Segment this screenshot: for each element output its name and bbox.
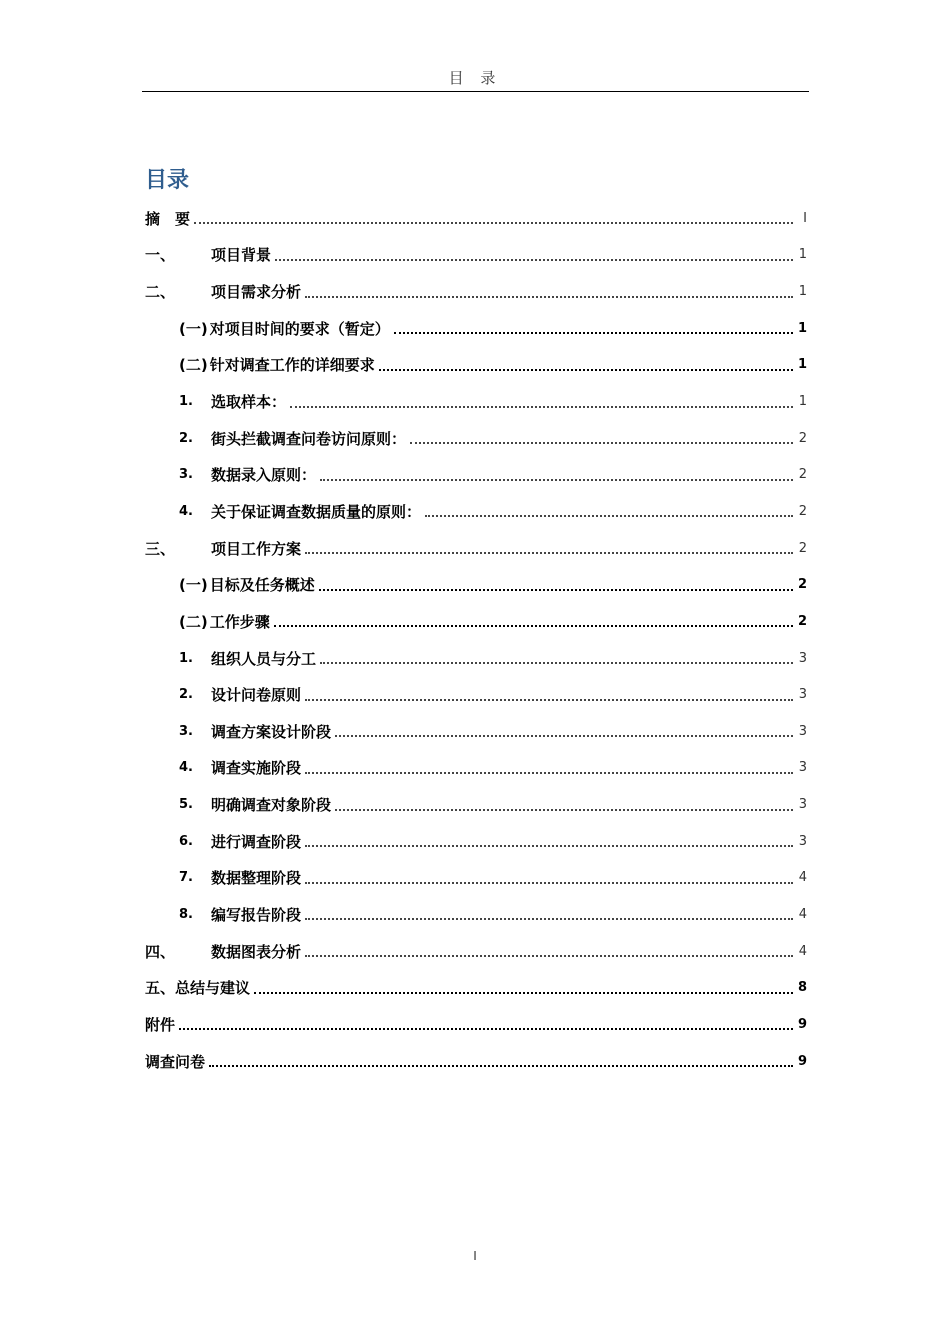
toc-entry-page: 4 (798, 906, 807, 922)
page-header: 目 录 (448, 69, 502, 87)
toc-dot-leader (305, 845, 793, 847)
toc-dot-leader (305, 772, 793, 774)
toc-entry-number: 1. (179, 650, 193, 666)
toc-entry-page: 8 (797, 980, 807, 996)
toc-entry-number: 四、 (145, 942, 176, 961)
toc-entry-page: 2 (798, 540, 807, 556)
toc-entry-page: 3 (798, 723, 807, 739)
toc-entry-page: 3 (798, 650, 807, 666)
toc-entry-number: 二、 (145, 283, 176, 302)
toc-dot-leader (290, 406, 793, 408)
toc-dot-leader (379, 369, 793, 371)
toc-entry[interactable] (145, 603, 807, 640)
toc-entry[interactable] (145, 383, 807, 420)
toc-entry-page: 3 (798, 760, 807, 776)
toc-entry-title: 设计问卷原则 (211, 686, 302, 705)
toc-entry-page: 2 (798, 430, 807, 446)
toc-dot-leader (305, 699, 793, 701)
toc-entry-page: 1 (798, 247, 807, 263)
toc-entry-page: 4 (798, 870, 807, 886)
toc-dot-leader (320, 479, 793, 481)
toc-dot-leader (335, 809, 793, 811)
toc-dot-leader (425, 515, 793, 517)
toc-entry[interactable] (145, 347, 807, 384)
toc-entry-number: 7. (179, 870, 193, 886)
toc-entry-number: 6. (179, 833, 193, 849)
toc-entry-page: 3 (798, 797, 807, 813)
toc-entry-number: 2. (179, 430, 193, 446)
toc-entry[interactable] (145, 237, 807, 274)
toc-list (145, 200, 807, 1079)
toc-entry[interactable] (145, 566, 807, 603)
toc-entry-number: (二) (179, 612, 208, 631)
toc-entry-number: 三、 (145, 539, 176, 558)
page-number: I (473, 1249, 477, 1263)
toc-entry-title: 项目工作方案 (211, 539, 302, 558)
toc-entry-number: (二) (179, 356, 208, 375)
toc-entry-number: 3. (179, 723, 193, 739)
toc-entry-title: 目标及任务概述 (209, 576, 315, 595)
toc-entry-title: 明确调查对象阶段 (211, 796, 332, 815)
toc-entry[interactable] (145, 310, 807, 347)
toc-entry-page: 2 (798, 503, 807, 519)
toc-entry-title: 编写报告阶段 (211, 905, 302, 924)
toc-entry-title: 街头拦截调查问卷访问原则： (211, 429, 407, 448)
toc-dot-leader (194, 222, 793, 224)
toc-entry[interactable] (145, 969, 807, 1006)
toc-title: 目录 (145, 168, 190, 193)
toc-dot-leader (305, 882, 793, 884)
toc-entry[interactable] (145, 530, 807, 567)
toc-entry-title: 调查方案设计阶段 (211, 722, 332, 741)
toc-dot-leader (305, 918, 793, 920)
toc-entry-number: 3. (179, 467, 193, 483)
toc-dot-leader (179, 1028, 793, 1030)
toc-dot-leader (335, 735, 793, 737)
toc-dot-leader (209, 1065, 793, 1067)
toc-entry[interactable] (145, 640, 807, 677)
toc-entry[interactable] (145, 273, 807, 310)
toc-dot-leader (319, 589, 793, 591)
toc-entry-page: 1 (798, 284, 807, 300)
header-divider (142, 91, 809, 92)
toc-entry[interactable] (145, 1043, 807, 1080)
toc-entry-page: 2 (797, 613, 807, 629)
toc-entry[interactable] (145, 456, 807, 493)
toc-entry-page: 2 (797, 577, 807, 593)
toc-entry[interactable] (145, 896, 807, 933)
toc-entry-page: 1 (797, 357, 807, 373)
toc-entry-title: 调查问卷 (145, 1052, 206, 1071)
toc-entry-title: 数据图表分析 (211, 942, 302, 961)
toc-dot-leader (305, 955, 793, 957)
toc-entry-title: 选取样本： (211, 393, 287, 412)
toc-entry-page: I (803, 210, 807, 226)
toc-entry-title: 摘 要 (145, 209, 191, 228)
toc-dot-leader (305, 296, 793, 298)
toc-dot-leader (274, 625, 793, 627)
toc-entry[interactable] (145, 786, 807, 823)
toc-entry[interactable] (145, 860, 807, 897)
toc-dot-leader (410, 442, 793, 444)
toc-entry-title: 项目背景 (211, 246, 272, 265)
toc-entry-page: 1 (797, 320, 807, 336)
toc-entry[interactable] (145, 676, 807, 713)
toc-entry[interactable] (145, 933, 807, 970)
toc-entry-title: 五、总结与建议 (145, 979, 251, 998)
toc-entry-title: 工作步骤 (209, 612, 270, 631)
toc-entry-title: 进行调查阶段 (211, 832, 302, 851)
toc-entry-title: 组织人员与分工 (211, 649, 317, 668)
toc-entry-number: (一) (179, 319, 208, 338)
toc-entry-title: 调查实施阶段 (211, 759, 302, 778)
toc-entry[interactable] (145, 713, 807, 750)
toc-entry-page: 1 (798, 394, 807, 410)
toc-entry[interactable] (145, 420, 807, 457)
toc-entry-page: 9 (797, 1016, 807, 1032)
toc-entry-page: 2 (798, 467, 807, 483)
toc-dot-leader (275, 259, 793, 261)
toc-entry-page: 3 (798, 687, 807, 703)
toc-entry-number: 8. (179, 906, 193, 922)
toc-dot-leader (394, 332, 793, 334)
toc-entry-page: 9 (797, 1053, 807, 1069)
toc-dot-leader (254, 992, 793, 994)
toc-entry[interactable] (145, 823, 807, 860)
toc-entry-number: 一、 (145, 246, 176, 265)
toc-entry-title: 针对调查工作的详细要求 (209, 356, 375, 375)
toc-entry-title: 数据录入原则： (211, 466, 317, 485)
toc-entry-title: 关于保证调查数据质量的原则： (211, 502, 422, 521)
toc-entry[interactable] (145, 750, 807, 787)
toc-entry[interactable] (145, 1006, 807, 1043)
toc-entry-number: 2. (179, 687, 193, 703)
toc-dot-leader (305, 552, 793, 554)
toc-entry-number: 4. (179, 503, 193, 519)
toc-entry-number: 5. (179, 797, 193, 813)
toc-entry-title: 数据整理阶段 (211, 869, 302, 888)
toc-entry[interactable] (145, 493, 807, 530)
toc-entry[interactable] (145, 200, 807, 237)
toc-entry-title: 附件 (145, 1015, 176, 1034)
toc-entry-page: 3 (798, 833, 807, 849)
toc-entry-number: 1. (179, 394, 193, 410)
toc-entry-title: 对项目时间的要求（暂定） (209, 319, 390, 338)
toc-entry-number: (一) (179, 576, 208, 595)
toc-entry-number: 4. (179, 760, 193, 776)
toc-entry-page: 4 (798, 943, 807, 959)
toc-dot-leader (320, 662, 793, 664)
toc-entry-title: 项目需求分析 (211, 283, 302, 302)
